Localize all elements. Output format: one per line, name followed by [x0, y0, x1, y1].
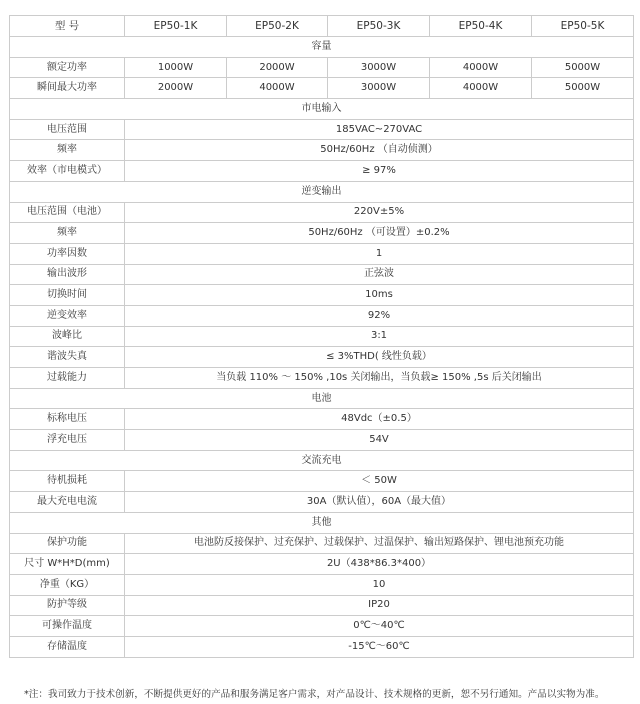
row-label: 谐波失真 — [10, 347, 125, 368]
table-row — [10, 305, 634, 326]
table-row — [10, 636, 634, 657]
row-label: 电压范围（电池） — [10, 202, 125, 223]
table-row — [10, 243, 634, 264]
row-label: 频率 — [10, 140, 125, 161]
row-label: 频率 — [10, 223, 125, 244]
table-row — [10, 595, 634, 616]
row-label: 波峰比 — [10, 326, 125, 347]
table-row — [10, 409, 634, 430]
row-label: 逆变效率 — [10, 305, 125, 326]
row-value: 2U（438*86.3*400） — [125, 554, 634, 575]
table-row — [10, 347, 634, 368]
table-row — [10, 161, 634, 182]
table-row — [10, 471, 634, 492]
table-row — [10, 119, 634, 140]
row-label: 标称电压 — [10, 409, 125, 430]
section-title: 电池 — [10, 388, 634, 409]
row-label: 输出波形 — [10, 264, 125, 285]
row-value: 5000W — [532, 78, 634, 99]
row-label: 尺寸 W*H*D(mm) — [10, 554, 125, 575]
row-label: 保护功能 — [10, 533, 125, 554]
table-row — [10, 285, 634, 306]
section-row — [10, 388, 634, 409]
table-row — [10, 554, 634, 575]
table-row — [10, 574, 634, 595]
row-value: 电池防反接保护、过充保护、过载保护、过温保护、输出短路保护、锂电池预充功能 — [125, 533, 634, 554]
section-title: 市电输入 — [10, 99, 634, 120]
table-row — [10, 368, 634, 389]
row-label: 待机损耗 — [10, 471, 125, 492]
row-value: 0℃～40℃ — [125, 616, 634, 637]
row-value: 5000W — [532, 57, 634, 78]
spec-table-body — [10, 16, 634, 658]
disclaimer-note: *注：我司致力于技术创新，不断提供更好的产品和服务满足客户需求，对产品设计、技术规格的更新，恕不另行通知。产品以实物为准。 — [24, 689, 605, 700]
section-row — [10, 512, 634, 533]
row-value: ≤ 3%THD( 线性负载） — [125, 347, 634, 368]
row-value: 3000W — [328, 78, 430, 99]
table-row — [10, 223, 634, 244]
table-row — [10, 326, 634, 347]
header-model-label: 型 号 — [10, 16, 125, 37]
row-value: 30A（默认值），60A（最大值） — [125, 492, 634, 513]
row-label: 浮充电压 — [10, 430, 125, 451]
section-title: 交流充电 — [10, 450, 634, 471]
row-value: 10ms — [125, 285, 634, 306]
row-label: 电压范围 — [10, 119, 125, 140]
row-value: 220V±5% — [125, 202, 634, 223]
row-value: 4000W — [227, 78, 328, 99]
row-value: 185VAC~270VAC — [125, 119, 634, 140]
row-label: 可操作温度 — [10, 616, 125, 637]
row-label: 过载能力 — [10, 368, 125, 389]
row-label: 切换时间 — [10, 285, 125, 306]
table-row — [10, 430, 634, 451]
row-value: 4000W — [430, 78, 532, 99]
section-row — [10, 99, 634, 120]
row-label: 额定功率 — [10, 57, 125, 78]
section-row — [10, 181, 634, 202]
row-label: 最大充电电流 — [10, 492, 125, 513]
row-value: ＜ 50W — [125, 471, 634, 492]
section-row — [10, 37, 634, 58]
row-value: 4000W — [430, 57, 532, 78]
row-label: 净重（KG） — [10, 574, 125, 595]
table-row — [10, 140, 634, 161]
row-value: ≥ 97% — [125, 161, 634, 182]
row-label: 功率因数 — [10, 243, 125, 264]
table-row — [10, 616, 634, 637]
row-value: 当负载 110% ～ 150% ,10s 关闭输出，当负载≥ 150% ,5s 后关闭输出 — [125, 368, 634, 389]
header-model-cell: EP50-5K — [532, 16, 634, 37]
table-row — [10, 533, 634, 554]
row-value: 50Hz/60Hz （可设置）±0.2% — [125, 223, 634, 244]
row-value: 54V — [125, 430, 634, 451]
header-model-cell: EP50-1K — [125, 16, 227, 37]
spec-table — [9, 15, 634, 658]
row-value: 正弦波 — [125, 264, 634, 285]
table-header-row — [10, 16, 634, 37]
table-row — [10, 78, 634, 99]
header-model-cell: EP50-4K — [430, 16, 532, 37]
section-title: 容量 — [10, 37, 634, 58]
table-row — [10, 264, 634, 285]
header-model-cell: EP50-3K — [328, 16, 430, 37]
table-row — [10, 202, 634, 223]
row-value: 3000W — [328, 57, 430, 78]
table-row — [10, 492, 634, 513]
row-value: 10 — [125, 574, 634, 595]
row-label: 存储温度 — [10, 636, 125, 657]
table-row — [10, 57, 634, 78]
row-value: IP20 — [125, 595, 634, 616]
row-value: 50Hz/60Hz （自动侦测） — [125, 140, 634, 161]
row-value: 2000W — [125, 78, 227, 99]
row-value: 1000W — [125, 57, 227, 78]
section-title: 其他 — [10, 512, 634, 533]
row-label: 效率（市电模式） — [10, 161, 125, 182]
section-title: 逆变输出 — [10, 181, 634, 202]
header-model-cell: EP50-2K — [227, 16, 328, 37]
row-label: 瞬间最大功率 — [10, 78, 125, 99]
row-value: 1 — [125, 243, 634, 264]
row-value: 92% — [125, 305, 634, 326]
row-value: 3:1 — [125, 326, 634, 347]
row-value: -15℃～60℃ — [125, 636, 634, 657]
row-label: 防护等级 — [10, 595, 125, 616]
row-value: 2000W — [227, 57, 328, 78]
row-value: 48Vdc（±0.5） — [125, 409, 634, 430]
section-row — [10, 450, 634, 471]
